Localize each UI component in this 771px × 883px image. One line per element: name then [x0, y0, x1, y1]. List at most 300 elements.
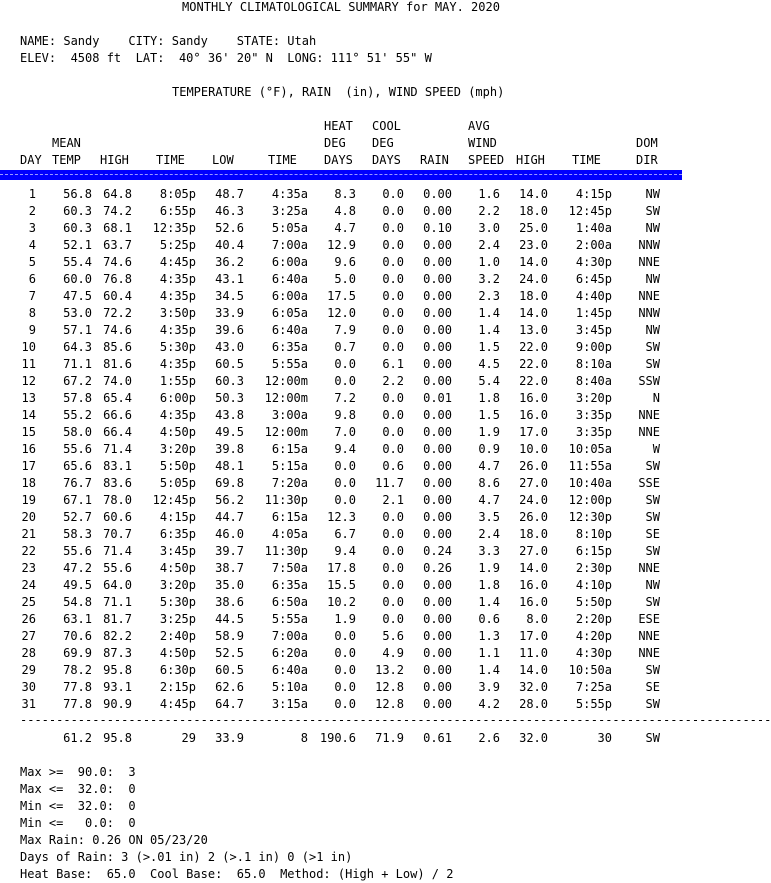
totals-separator: --------------------------------------------------------------------------------------------------------: [20, 713, 771, 727]
cell-low-time: 6:40a: [271, 663, 308, 677]
cell-heat-deg-days: 0.0: [334, 680, 356, 694]
cell-high: 71.1: [103, 595, 132, 609]
cell-avg-wind-speed: 2.6: [478, 731, 500, 745]
cell-cool-deg-days: 12.8: [375, 680, 404, 694]
cell-wind-high-time: 12:00p: [568, 493, 612, 507]
cell-avg-wind-speed: 1.9: [478, 425, 500, 439]
cell-day: 6: [28, 272, 36, 286]
cell-cool-deg-days: 12.8: [375, 697, 404, 711]
cell-low: 39.7: [215, 544, 244, 558]
cell-high-time: 5:50p: [159, 459, 196, 473]
cell-dom-dir: SW: [645, 663, 660, 677]
cell-mean-temp: 57.1: [63, 323, 92, 337]
summary-line: Min <= 32.0: 0: [20, 799, 136, 813]
table-row: [0, 425, 682, 442]
cell-low: 39.8: [215, 442, 244, 456]
cell-high: 71.4: [103, 544, 132, 558]
cell-heat-deg-days: 10.2: [327, 595, 356, 609]
cell-cool-deg-days: 0.6: [382, 459, 404, 473]
cell-dom-dir: SW: [645, 510, 660, 524]
cell-heat-deg-days: 0.7: [334, 340, 356, 354]
cell-high: 76.8: [103, 272, 132, 286]
cell-avg-wind-speed: 1.8: [478, 578, 500, 592]
table-row: [0, 493, 682, 510]
header-dom: DOM: [636, 136, 658, 150]
cell-high-time: 3:45p: [159, 544, 196, 558]
cell-high: 60.4: [103, 289, 132, 303]
header-mean: MEAN: [52, 136, 81, 150]
cell-cool-deg-days: 0.0: [382, 578, 404, 592]
cell-avg-wind-speed: 2.3: [478, 289, 500, 303]
cell-mean-temp: 61.2: [63, 731, 92, 745]
cell-wind-high-time: 7:25a: [575, 680, 612, 694]
cell-day: 14: [21, 408, 36, 422]
cell-cool-deg-days: 0.0: [382, 238, 404, 252]
cell-cool-deg-days: 11.7: [375, 476, 404, 490]
header-time-high: TIME: [156, 153, 185, 167]
cell-high-time: 29: [181, 731, 196, 745]
cell-high-time: 4:35p: [159, 272, 196, 286]
cell-wind-high: 16.0: [519, 391, 548, 405]
cell-cool-deg-days: 0.0: [382, 340, 404, 354]
cell-mean-temp: 63.1: [63, 612, 92, 626]
table-row: [0, 323, 682, 340]
cell-day: 4: [28, 238, 36, 252]
cell-cool-deg-days: 0.0: [382, 204, 404, 218]
cell-avg-wind-speed: 0.6: [478, 612, 500, 626]
cell-dom-dir: SW: [645, 204, 660, 218]
cell-wind-high-time: 4:10p: [575, 578, 612, 592]
cell-heat-deg-days: 9.4: [334, 442, 356, 456]
cell-low-time: 12:00m: [264, 391, 308, 405]
cell-low-time: 4:35a: [271, 187, 308, 201]
cell-wind-high-time: 2:20p: [575, 612, 612, 626]
cell-wind-high: 32.0: [519, 680, 548, 694]
cell-mean-temp: 60.3: [63, 221, 92, 235]
cell-mean-temp: 57.8: [63, 391, 92, 405]
cell-day: 28: [21, 646, 36, 660]
cell-heat-deg-days: 17.8: [327, 561, 356, 575]
cell-high: 72.2: [103, 306, 132, 320]
cell-dom-dir: W: [652, 442, 660, 456]
cell-wind-high: 14.0: [519, 561, 548, 575]
cell-day: 17: [21, 459, 36, 473]
cell-wind-high-time: 1:45p: [575, 306, 612, 320]
cell-mean-temp: 55.6: [63, 544, 92, 558]
cell-wind-high-time: 12:45p: [568, 204, 612, 218]
cell-day: 11: [21, 357, 36, 371]
cell-mean-temp: 49.5: [63, 578, 92, 592]
cell-wind-high-time: 8:10p: [575, 527, 612, 541]
cell-low: 44.7: [215, 510, 244, 524]
summary-line: Heat Base: 65.0 Cool Base: 65.0 Method: (High + Low) / 2: [20, 867, 454, 881]
cell-day: 10: [21, 340, 36, 354]
cell-wind-high-time: 6:15p: [575, 544, 612, 558]
cell-day: 2: [28, 204, 36, 218]
cell-wind-high: 17.0: [519, 629, 548, 643]
cell-rain: 0.00: [423, 306, 452, 320]
cell-high-time: 1:55p: [159, 374, 196, 388]
cell-low: 49.5: [215, 425, 244, 439]
table-row: [0, 561, 682, 578]
cell-high: 60.6: [103, 510, 132, 524]
cell-rain: 0.00: [423, 187, 452, 201]
cell-wind-high: 17.0: [519, 425, 548, 439]
cell-heat-deg-days: 190.6: [319, 731, 356, 745]
cell-wind-high-time: 3:45p: [575, 323, 612, 337]
cell-day: 5: [28, 255, 36, 269]
cell-avg-wind-speed: 1.5: [478, 408, 500, 422]
header-low: LOW: [212, 153, 234, 167]
cell-avg-wind-speed: 1.4: [478, 323, 500, 337]
cell-high-time: 12:45p: [152, 493, 196, 507]
cell-low: 33.9: [215, 306, 244, 320]
cell-cool-deg-days: 0.0: [382, 289, 404, 303]
cell-wind-high-time: 10:50a: [568, 663, 612, 677]
cell-wind-high-time: 8:40a: [575, 374, 612, 388]
cell-high: 63.7: [103, 238, 132, 252]
cell-low: 60.5: [215, 357, 244, 371]
cell-dom-dir: N: [652, 391, 660, 405]
cell-high-time: 6:55p: [159, 204, 196, 218]
cell-cool-deg-days: 0.0: [382, 527, 404, 541]
cell-dom-dir: NNW: [638, 306, 660, 320]
cell-wind-high-time: 6:45p: [575, 272, 612, 286]
cell-low-time: 3:25a: [271, 204, 308, 218]
cell-high-time: 3:20p: [159, 578, 196, 592]
cell-low: 38.6: [215, 595, 244, 609]
cell-low: 56.2: [215, 493, 244, 507]
cell-mean-temp: 58.0: [63, 425, 92, 439]
cell-low-time: 8: [300, 731, 308, 745]
cell-wind-high-time: 10:05a: [568, 442, 612, 456]
table-row: [0, 391, 682, 408]
cell-wind-high-time: 2:30p: [575, 561, 612, 575]
cell-day: 9: [28, 323, 36, 337]
header-wind-high: HIGH: [516, 153, 545, 167]
table-row: [0, 255, 682, 272]
cell-avg-wind-speed: 1.4: [478, 595, 500, 609]
cell-rain: 0.00: [423, 578, 452, 592]
cell-avg-wind-speed: 5.4: [478, 374, 500, 388]
cell-wind-high-time: 30: [597, 731, 612, 745]
cell-dom-dir: NNE: [638, 408, 660, 422]
cell-avg-wind-speed: 0.9: [478, 442, 500, 456]
cell-low-time: 12:00m: [264, 425, 308, 439]
cell-dom-dir: SE: [645, 680, 660, 694]
cell-avg-wind-speed: 3.3: [478, 544, 500, 558]
cell-heat-deg-days: 12.3: [327, 510, 356, 524]
cell-high-time: 8:05p: [159, 187, 196, 201]
cell-rain: 0.00: [423, 476, 452, 490]
cell-low-time: 3:15a: [271, 697, 308, 711]
cell-rain: 0.00: [423, 697, 452, 711]
cell-wind-high-time: 10:40a: [568, 476, 612, 490]
cell-cool-deg-days: 0.0: [382, 391, 404, 405]
cell-high-time: 12:35p: [152, 221, 196, 235]
cell-wind-high-time: 3:35p: [575, 408, 612, 422]
table-row: [0, 272, 682, 289]
cell-high: 64.0: [103, 578, 132, 592]
cell-low-time: 6:35a: [271, 340, 308, 354]
cell-heat-deg-days: 0.0: [334, 629, 356, 643]
table-row: [0, 510, 682, 527]
cell-rain: 0.00: [423, 442, 452, 456]
cell-rain: 0.24: [423, 544, 452, 558]
cell-wind-high: 28.0: [519, 697, 548, 711]
cell-dom-dir: NNE: [638, 425, 660, 439]
cell-wind-high: 14.0: [519, 663, 548, 677]
table-row: [0, 357, 682, 374]
cell-high-time: 4:50p: [159, 646, 196, 660]
cell-mean-temp: 55.2: [63, 408, 92, 422]
cell-avg-wind-speed: 4.5: [478, 357, 500, 371]
cell-low-time: 6:05a: [271, 306, 308, 320]
cell-low: 60.3: [215, 374, 244, 388]
table-row: [0, 442, 682, 459]
cell-high: 74.6: [103, 323, 132, 337]
cell-high: 90.9: [103, 697, 132, 711]
cell-mean-temp: 65.6: [63, 459, 92, 473]
cell-avg-wind-speed: 1.6: [478, 187, 500, 201]
cell-wind-high: 27.0: [519, 544, 548, 558]
cell-low-time: 6:50a: [271, 595, 308, 609]
cell-wind-high-time: 4:30p: [575, 646, 612, 660]
table-row: [0, 187, 682, 204]
summary-line: Max Rain: 0.26 ON 05/23/20: [20, 833, 208, 847]
cell-wind-high: 16.0: [519, 408, 548, 422]
cell-low: 34.5: [215, 289, 244, 303]
cell-cool-deg-days: 0.0: [382, 510, 404, 524]
cell-high-time: 4:45p: [159, 255, 196, 269]
cell-mean-temp: 54.8: [63, 595, 92, 609]
table-row: [0, 374, 682, 391]
cell-high-time: 3:25p: [159, 612, 196, 626]
cell-mean-temp: 76.7: [63, 476, 92, 490]
cell-rain: 0.61: [423, 731, 452, 745]
cell-low-time: 7:20a: [271, 476, 308, 490]
cell-day: 18: [21, 476, 36, 490]
cell-high-time: 5:30p: [159, 595, 196, 609]
cell-avg-wind-speed: 3.2: [478, 272, 500, 286]
cell-wind-high: 22.0: [519, 357, 548, 371]
cell-wind-high: 26.0: [519, 510, 548, 524]
cell-low-time: 7:00a: [271, 629, 308, 643]
cell-mean-temp: 64.3: [63, 340, 92, 354]
cell-high-time: 4:35p: [159, 289, 196, 303]
cell-low-time: 6:00a: [271, 255, 308, 269]
table-row: [0, 408, 682, 425]
cell-low-time: 5:05a: [271, 221, 308, 235]
cell-high-time: 4:35p: [159, 323, 196, 337]
cell-rain: 0.00: [423, 357, 452, 371]
cell-low: 38.7: [215, 561, 244, 575]
cell-wind-high: 18.0: [519, 204, 548, 218]
cell-low: 52.6: [215, 221, 244, 235]
cell-low: 35.0: [215, 578, 244, 592]
cell-avg-wind-speed: 4.2: [478, 697, 500, 711]
cell-mean-temp: 60.0: [63, 272, 92, 286]
header-time-wind: TIME: [572, 153, 601, 167]
table-row: [0, 578, 682, 595]
cell-day: 12: [21, 374, 36, 388]
cell-high-time: 3:20p: [159, 442, 196, 456]
cell-heat-deg-days: 0.0: [334, 476, 356, 490]
cell-cool-deg-days: 0.0: [382, 255, 404, 269]
cell-wind-high: 22.0: [519, 374, 548, 388]
cell-rain: 0.00: [423, 680, 452, 694]
cell-high: 66.6: [103, 408, 132, 422]
cell-rain: 0.00: [423, 340, 452, 354]
cell-low: 40.4: [215, 238, 244, 252]
cell-low-time: 6:15a: [271, 510, 308, 524]
cell-cool-deg-days: 0.0: [382, 595, 404, 609]
cell-rain: 0.26: [423, 561, 452, 575]
cell-wind-high: 22.0: [519, 340, 548, 354]
cell-day: 25: [21, 595, 36, 609]
cell-rain: 0.00: [423, 459, 452, 473]
cell-wind-high: 14.0: [519, 255, 548, 269]
cell-rain: 0.00: [423, 629, 452, 643]
table-row: [0, 459, 682, 476]
cell-wind-high: 27.0: [519, 476, 548, 490]
cell-dom-dir: NNE: [638, 255, 660, 269]
cell-heat-deg-days: 0.0: [334, 493, 356, 507]
cell-low: 33.9: [215, 731, 244, 745]
cell-rain: 0.00: [423, 425, 452, 439]
cell-heat-deg-days: 0.0: [334, 357, 356, 371]
cell-low: 48.7: [215, 187, 244, 201]
cell-high-time: 4:15p: [159, 510, 196, 524]
cell-low-time: 6:35a: [271, 578, 308, 592]
cell-mean-temp: 67.1: [63, 493, 92, 507]
cell-low: 46.3: [215, 204, 244, 218]
cell-low: 60.5: [215, 663, 244, 677]
cell-low-time: 6:00a: [271, 289, 308, 303]
cell-low: 43.1: [215, 272, 244, 286]
cell-dom-dir: SW: [645, 697, 660, 711]
cell-dom-dir: NW: [645, 578, 660, 592]
cell-day: 22: [21, 544, 36, 558]
table-row: [0, 646, 682, 663]
cell-cool-deg-days: 0.0: [382, 272, 404, 286]
cell-wind-high: 24.0: [519, 272, 548, 286]
cell-cool-deg-days: 2.1: [382, 493, 404, 507]
cell-wind-high: 16.0: [519, 595, 548, 609]
cell-dom-dir: SW: [645, 731, 660, 745]
cell-wind-high: 11.0: [519, 646, 548, 660]
cell-low-time: 7:50a: [271, 561, 308, 575]
cell-heat-deg-days: 7.0: [334, 425, 356, 439]
cell-rain: 0.00: [423, 527, 452, 541]
cell-rain: 0.00: [423, 255, 452, 269]
table-row: [0, 697, 682, 714]
cell-day: 1: [28, 187, 36, 201]
cell-heat-deg-days: 0.0: [334, 697, 356, 711]
cell-low: 58.9: [215, 629, 244, 643]
header-dom-dir: DIR: [636, 153, 658, 167]
cell-rain: 0.00: [423, 612, 452, 626]
header-high: HIGH: [100, 153, 129, 167]
cell-wind-high: 14.0: [519, 187, 548, 201]
cell-high-time: 4:35p: [159, 408, 196, 422]
cell-dom-dir: NW: [645, 187, 660, 201]
header-mean-temp: TEMP: [52, 153, 81, 167]
cell-high: 68.1: [103, 221, 132, 235]
cell-low: 44.5: [215, 612, 244, 626]
cell-cool-deg-days: 0.0: [382, 442, 404, 456]
table-row: [0, 680, 682, 697]
cell-high-time: 4:50p: [159, 425, 196, 439]
cell-day: 31: [21, 697, 36, 711]
header-day: DAY: [20, 153, 42, 167]
table-row: [0, 527, 682, 544]
cell-avg-wind-speed: 1.3: [478, 629, 500, 643]
cell-high: 87.3: [103, 646, 132, 660]
cell-high-time: 6:35p: [159, 527, 196, 541]
cell-high-time: 5:25p: [159, 238, 196, 252]
cell-low-time: 5:15a: [271, 459, 308, 473]
cell-high: 81.7: [103, 612, 132, 626]
cell-mean-temp: 67.2: [63, 374, 92, 388]
cell-rain: 0.00: [423, 663, 452, 677]
cell-dom-dir: SW: [645, 544, 660, 558]
cell-low-time: 6:40a: [271, 272, 308, 286]
cell-wind-high-time: 5:55p: [575, 697, 612, 711]
cell-wind-high: 25.0: [519, 221, 548, 235]
table-row: [0, 663, 682, 680]
cell-high-time: 3:50p: [159, 306, 196, 320]
cell-dom-dir: NW: [645, 272, 660, 286]
cell-day: 8: [28, 306, 36, 320]
cell-wind-high: 14.0: [519, 306, 548, 320]
cell-rain: 0.00: [423, 510, 452, 524]
cell-wind-high-time: 5:50p: [575, 595, 612, 609]
cell-rain: 0.00: [423, 493, 452, 507]
table-row: [0, 221, 682, 238]
header-separator-dashes: [0, 174, 682, 175]
cell-mean-temp: 53.0: [63, 306, 92, 320]
cell-high: 78.0: [103, 493, 132, 507]
table-row: [0, 289, 682, 306]
cell-low: 36.2: [215, 255, 244, 269]
header-cool: COOL: [372, 119, 401, 133]
cell-avg-wind-speed: 1.5: [478, 340, 500, 354]
cell-dom-dir: SW: [645, 340, 660, 354]
cell-mean-temp: 77.8: [63, 697, 92, 711]
cell-avg-wind-speed: 1.8: [478, 391, 500, 405]
table-row: [0, 595, 682, 612]
cell-wind-high: 23.0: [519, 238, 548, 252]
cell-heat-deg-days: 7.2: [334, 391, 356, 405]
header-rain: RAIN: [420, 153, 449, 167]
cell-rain: 0.00: [423, 238, 452, 252]
cell-mean-temp: 47.5: [63, 289, 92, 303]
cell-low: 39.6: [215, 323, 244, 337]
cell-wind-high: 18.0: [519, 289, 548, 303]
cell-low-time: 11:30p: [264, 544, 308, 558]
table-row: [0, 238, 682, 255]
header-heat-days: DAYS: [324, 153, 353, 167]
cell-high: 93.1: [103, 680, 132, 694]
cell-avg-wind-speed: 3.0: [478, 221, 500, 235]
cell-cool-deg-days: 6.1: [382, 357, 404, 371]
cell-low-time: 11:30p: [264, 493, 308, 507]
summary-line: Min <= 0.0: 0: [20, 816, 136, 830]
cell-low: 48.1: [215, 459, 244, 473]
table-row: [0, 340, 682, 357]
table-row: [0, 476, 682, 493]
